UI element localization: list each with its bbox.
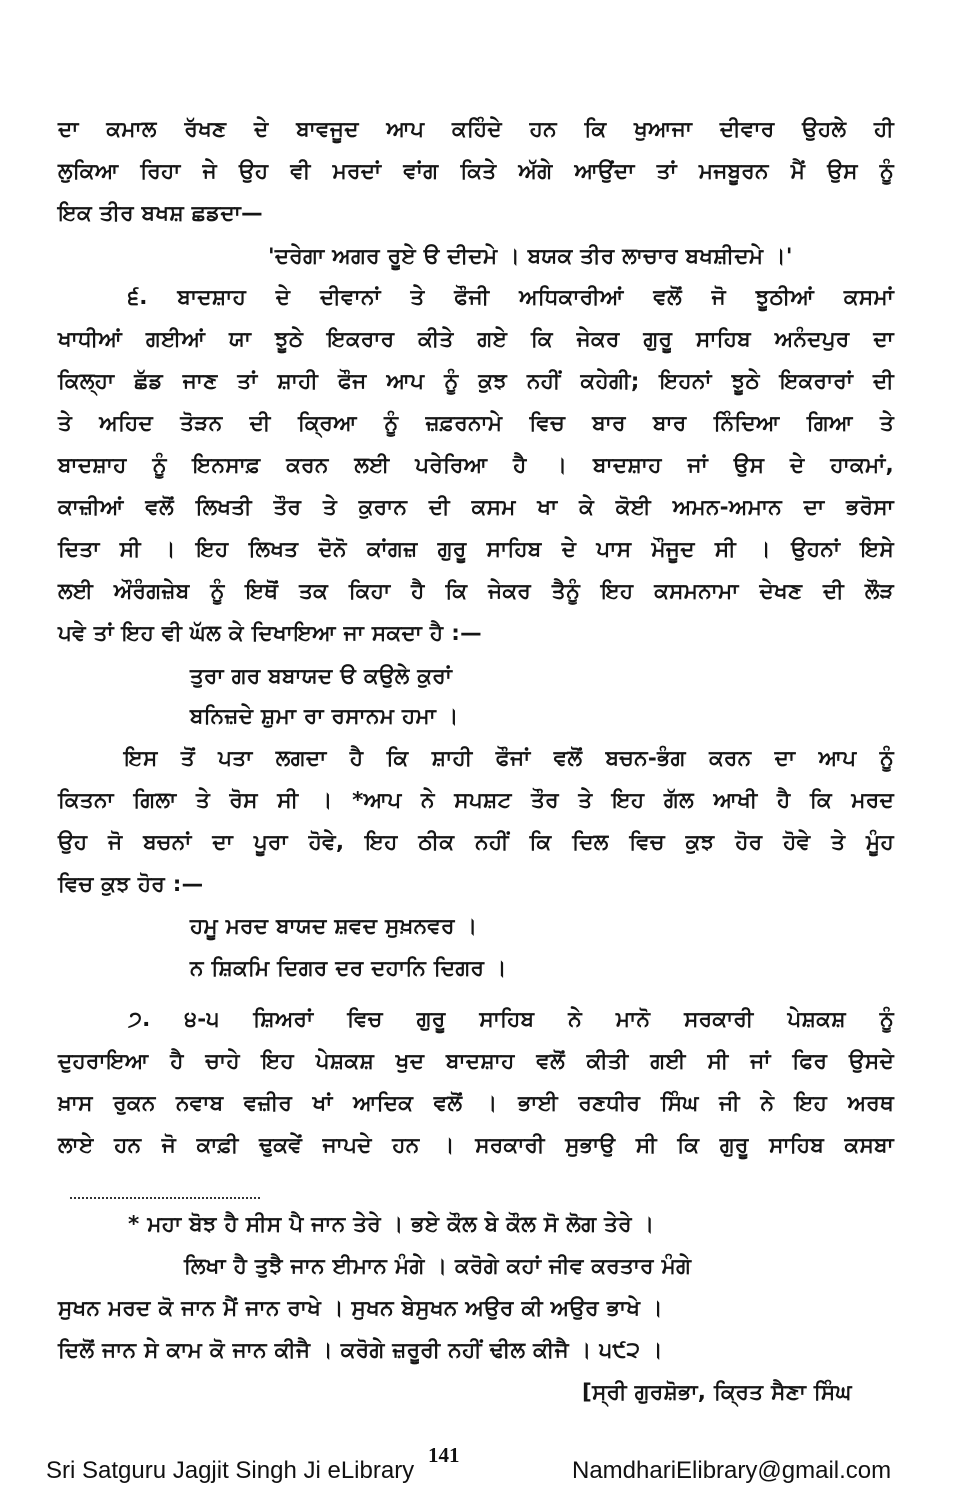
footnote-separator xyxy=(70,1197,260,1199)
text-line: ਵਿਚ ਕੁਝ ਹੋਰ :— xyxy=(58,872,204,897)
library-name: Sri Satguru Jagjit Singh Ji eLibrary xyxy=(46,1457,415,1484)
text-line: ਇਸ ਤੋਂ ਪਤਾ ਲਗਦਾ ਹੈ ਕਿ ਸ਼ਾਹੀ ਫੌਜਾਂ ਵਲੋਂ ਬਚਨ-ਭੰਗ ਕਰਨ ਦਾ ਆਪ ਨੂੰ xyxy=(124,746,894,771)
quote-line: 'ਦਰੇਗਾ ਅਗਰ ਰੂਏ ੳ ਦੀਦਮੇ । ਬਯਕ ਤੀਰ ਲਾਚਾਰ ਬਖਸ਼ੀਦਮੇ ।' xyxy=(268,244,793,269)
verse-line: ਬਨਿਜ਼ਦੇ ਸ਼ੁਮਾ ਰਾ ਰਸਾਨਮ ਹਮਾ । xyxy=(190,704,459,729)
text-line: ੭. ੪-੫ ਸ਼ਿਅਰਾਂ ਵਿਚ ਗੁਰੂ ਸਾਹਿਬ ਨੇ ਮਾਨੋ ਸਰਕਾਰੀ ਪੇਸ਼ਕਸ਼ ਨੂੰ xyxy=(128,1007,894,1032)
text-line: ਉਹ ਜੋ ਬਚਨਾਂ ਦਾ ਪੂਰਾ ਹੋਵੇ, ਇਹ ਠੀਕ ਨਹੀਂ ਕਿ ਦਿਲ ਵਿਚ ਕੁਝ ਹੋਰ ਹੋਵੇ ਤੇ ਮੂੰਹ xyxy=(58,830,894,855)
text-line: ਖਾਧੀਆਂ ਗਈਆਂ ਯਾ ਝੂਠੇ ਇਕਰਾਰ ਕੀਤੇ ਗਏ ਕਿ ਜੇਕਰ ਗੁਰੂ ਸਾਹਿਬ ਅਨੰਦਪੁਰ ਦਾ xyxy=(58,327,894,352)
verse-line: ਤੁਰਾ ਗਰ ਬਬਾਯਦ ੳ ਕਉਲੇ ਕੁਰਾਂ xyxy=(190,664,453,689)
text-line: ਖ਼ਾਸ ਰੁਕਨ ਨਵਾਬ ਵਜ਼ੀਰ ਖਾਂ ਆਦਿਕ ਵਲੋਂ । ਭਾਈ ਰਣਧੀਰ ਸਿੰਘ ਜੀ ਨੇ ਇਹ ਅਰਥ xyxy=(58,1091,894,1116)
text-line: ਕਿਤਨਾ ਗਿਲਾ ਤੇ ਰੋਸ ਸੀ । *ਆਪ ਨੇ ਸਪਸ਼ਟ ਤੌਰ ਤੇ ਇਹ ਗੱਲ ਆਖੀ ਹੈ ਕਿ ਮਰਦ xyxy=(58,788,894,813)
footnote-line: ਦਿਲੋਂ ਜਾਨ ਸੇ ਕਾਮ ਕੋ ਜਾਨ ਕੀਜੈ । ਕਰੋਗੇ ਜ਼ਰੂਰੀ ਨਹੀਂ ਢੀਲ ਕੀਜੈ । ੫੯੨ । xyxy=(58,1338,663,1363)
text-line: ਦੁਹਰਾਇਆ ਹੈ ਚਾਹੇ ਇਹ ਪੇਸ਼ਕਸ਼ ਖੁਦ ਬਾਦਸ਼ਾਹ ਵਲੋਂ ਕੀਤੀ ਗਈ ਸੀ ਜਾਂ ਫਿਰ ਉਸਦੇ xyxy=(58,1049,894,1074)
text-line: ਲਾਏ ਹਨ ਜੋ ਕਾਫ਼ੀ ਢੁਕਵੇਂ ਜਾਪਦੇ ਹਨ । ਸਰਕਾਰੀ ਸੁਭਾਉ ਸੀ ਕਿ ਗੁਰੂ ਸਾਹਿਬ ਕਸਬਾ xyxy=(58,1133,894,1158)
footnote-source: [ਸ੍ਰੀ ਗੁਰਸ਼ੋਭਾ, ਕ੍ਰਿਤ ਸੈਣਾ ਸਿੰਘ xyxy=(582,1380,852,1405)
contact-email[interactable]: NamdhariElibrary@gmail.com xyxy=(572,1457,892,1484)
text-line: ਬਾਦਸ਼ਾਹ ਨੂੰ ਇਨਸਾਫ਼ ਕਰਨ ਲਈ ਪਰੇਰਿਆ ਹੈ । ਬਾਦਸ਼ਾਹ ਜਾਂ ਉਸ ਦੇ ਹਾਕਮਾਂ, xyxy=(58,453,894,478)
text-line: ਪਵੇ ਤਾਂ ਇਹ ਵੀ ਘੱਲ ਕੇ ਦਿਖਾਇਆ ਜਾ ਸਕਦਾ ਹੈ :— xyxy=(58,621,482,646)
text-line: ਇਕ ਤੀਰ ਬਖਸ਼ ਛਡਦਾ— xyxy=(58,201,263,226)
verse-line: ਨ ਸ਼ਿਕਮਿ ਦਿਗਰ ਦਰ ਦਹਾਨਿ ਦਿਗਰ । xyxy=(190,956,507,981)
footnote-line: ਸੁਖਨ ਮਰਦ ਕੋ ਜਾਨ ਮੈਂ ਜਾਨ ਰਾਖੇ । ਸੁਖਨ ਬੇਸੁਖਨ ਅਉਰ ਕੀ ਅਉਰ ਭਾਖੇ । xyxy=(58,1296,663,1321)
page-number: 141 xyxy=(428,1443,460,1467)
text-line: ਲਈ ਔਰੰਗਜ਼ੇਬ ਨੂੰ ਇਥੋਂ ਤਕ ਕਿਹਾ ਹੈ ਕਿ ਜੇਕਰ ਤੈਨੂੰ ਇਹ ਕਸਮਨਾਮਾ ਦੇਖਣ ਦੀ ਲੌੜ xyxy=(58,579,894,604)
text-line: ਕਿਲ੍ਹਾ ਛੱਡ ਜਾਣ ਤਾਂ ਸ਼ਾਹੀ ਫੌਜ ਆਪ ਨੂੰ ਕੁਝ ਨਹੀਂ ਕਹੇਗੀ; ਇਹਨਾਂ ਝੂਠੇ ਇਕਰਾਰਾਂ ਦੀ xyxy=(58,369,894,394)
text-line: ਲੁਕਿਆ ਰਿਹਾ ਜੇ ਉਹ ਵੀ ਮਰਦਾਂ ਵਾਂਗ ਕਿਤੇ ਅੱਗੇ ਆਉਂਦਾ ਤਾਂ ਮਜਬੂਰਨ ਮੈਂ ਉਸ ਨੂੰ xyxy=(58,159,894,184)
footnote-line: ਲਿਖਾ ਹੈ ਤੁਝੈ ਜਾਨ ਈਮਾਨ ਮੰਗੇ । ਕਰੋਗੇ ਕਹਾਂ ਜੀਵ ਕਰਤਾਰ ਮੰਗੇ xyxy=(184,1254,692,1279)
text-line: ੬. ਬਾਦਸ਼ਾਹ ਦੇ ਦੀਵਾਨਾਂ ਤੇ ਫੌਜੀ ਅਧਿਕਾਰੀਆਂ ਵਲੋਂ ਜੋ ਝੂਠੀਆਂ ਕਸਮਾਂ xyxy=(128,285,894,310)
text-line: ਕਾਜ਼ੀਆਂ ਵਲੋਂ ਲਿਖਤੀ ਤੌਰ ਤੇ ਕੁਰਾਨ ਦੀ ਕਸਮ ਖਾ ਕੇ ਕੋਈ ਅਮਨ-ਅਮਾਨ ਦਾ ਭਰੋਸਾ xyxy=(58,495,894,520)
text-line: ਤੇ ਅਹਿਦ ਤੋੜਨ ਦੀ ਕ੍ਰਿਆ ਨੂੰ ਜ਼ਫ਼ਰਨਾਮੇ ਵਿਚ ਬਾਰ ਬਾਰ ਨਿੰਦਿਆ ਗਿਆ ਤੇ xyxy=(58,411,894,436)
footnote-line: * ਮਹਾ ਬੋਝ ਹੈ ਸੀਸ ਪੈ ਜਾਨ ਤੇਰੇ । ਭਏ ਕੌਲ ਬੇ ਕੌਲ ਸੋ ਲੋਗ ਤੇਰੇ । xyxy=(128,1212,655,1237)
text-line: ਦਿਤਾ ਸੀ । ਇਹ ਲਿਖਤ ਦੋਨੋ ਕਾਂਗਜ਼ ਗੁਰੂ ਸਾਹਿਬ ਦੇ ਪਾਸ ਮੌਜੂਦ ਸੀ । ਉਹਨਾਂ ਇਸੇ xyxy=(58,537,894,562)
text-line: ਦਾ ਕਮਾਲ ਰੱਖਣ ਦੇ ਬਾਵਜੂਦ ਆਪ ਕਹਿੰਦੇ ਹਨ ਕਿ ਖੁਆਜਾ ਦੀਵਾਰ ਉਹਲੇ ਹੀ xyxy=(58,117,894,142)
verse-line: ਹਮੂ ਮਰਦ ਬਾਯਦ ਸ਼ਵਦ ਸੁਖ਼ਨਵਰ । xyxy=(190,914,478,939)
